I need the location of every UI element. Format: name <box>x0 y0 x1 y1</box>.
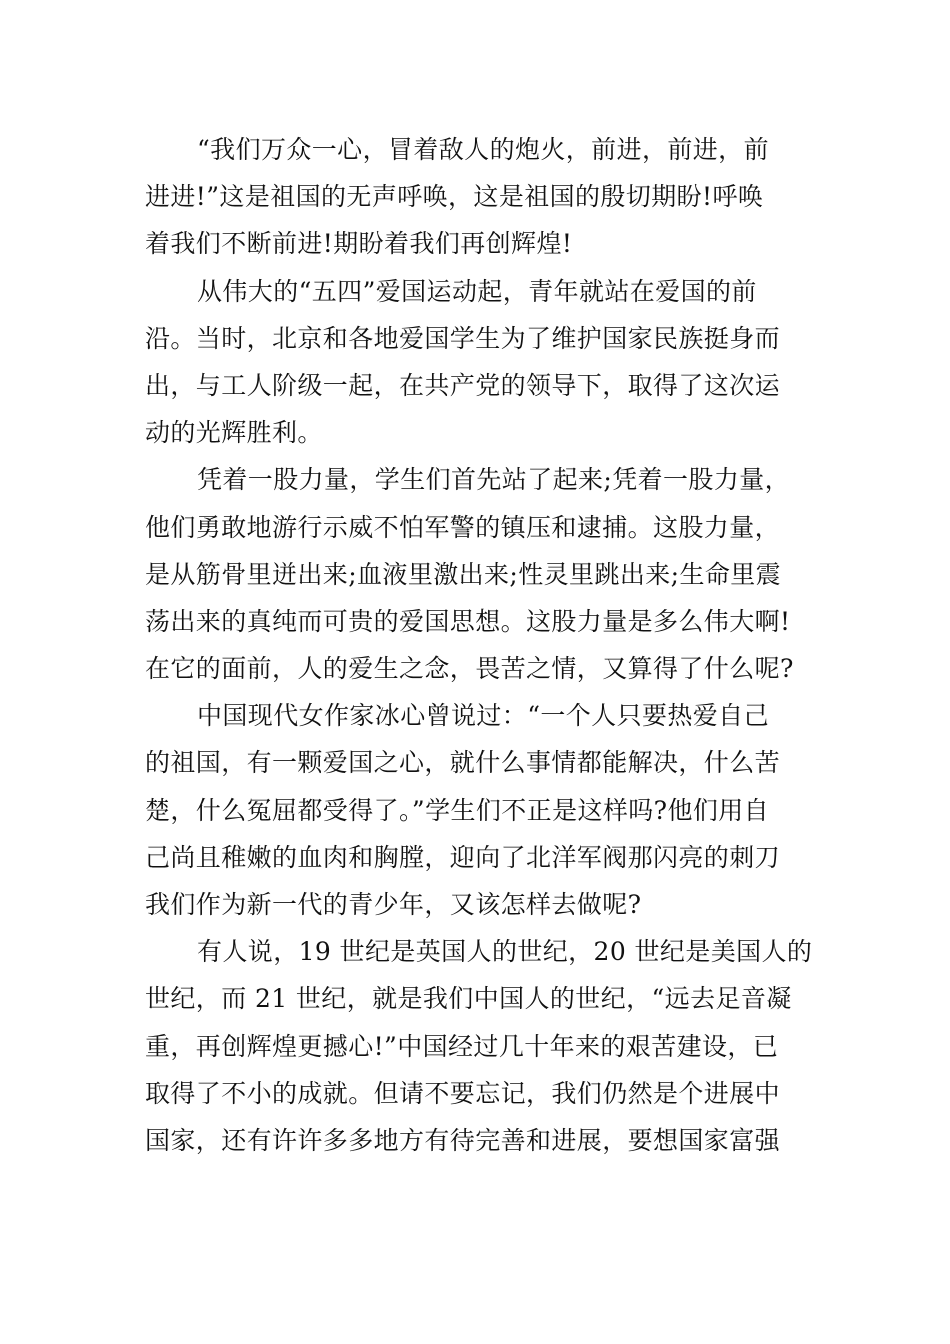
paragraph-2-line-2: 沿。当时，北京和各地爱国学生为了维护国家民族挺身而 <box>145 323 781 353</box>
paragraph-4-line-3: 楚，什么冤屈都受得了。”学生们不正是这样吗?他们用自 <box>145 795 770 825</box>
paragraph-2-line-3: 出，与工人阶级一起，在共产党的领导下，取得了这次运 <box>145 370 781 400</box>
paragraph-1-line-3: 着我们不断前进!期盼着我们再创辉煌! <box>145 229 573 259</box>
paragraph-4-line-5: 我们作为新一代的青少年，又该怎样去做呢? <box>145 890 642 919</box>
paragraph-5-line-2: 世纪，而 21 世纪，就是我们中国人的世纪，“远去足音凝 <box>145 984 792 1014</box>
paragraph-3-line-4: 荡出来的真纯而可贵的爱国思想。这股力量是多么伟大啊! <box>145 606 791 636</box>
paragraph-5-line-3: 重，再创辉煌更撼心!”中国经过几十年来的艰苦建设，已 <box>145 1031 779 1061</box>
paragraph-4-line-1: 中国现代女作家冰心曾说过：“一个人只要热爱自己 <box>197 701 769 731</box>
paragraph-5-line-4: 取得了不小的成就。但请不要忘记，我们仍然是个进展中 <box>145 1078 781 1108</box>
paragraph-3-line-1: 凭着一股力量，学生们首先站了起来;凭着一股力量， <box>197 465 791 495</box>
paragraph-3-line-2: 他们勇敢地游行示威不怕军警的镇压和逮捕。这股力量， <box>145 512 781 542</box>
paragraph-5-line-1: 有人说，19 世纪是英国人的世纪，20 世纪是美国人的 <box>197 937 813 967</box>
article-body <box>145 126 815 1164</box>
paragraph-3-line-5: 在它的面前，人的爱生之念，畏苦之情，又算得了什么呢? <box>145 654 794 684</box>
paragraph-4-line-2: 的祖国，有一颗爱国之心，就什么事情都能解决，什么苦 <box>145 748 781 778</box>
paragraph-1-line-2: 进进!”这是祖国的无声呼唤，这是祖国的殷切期盼!呼唤 <box>145 182 764 212</box>
paragraph-2-line-1: 从伟大的“五四”爱国运动起，青年就站在爱国的前 <box>197 276 757 306</box>
paragraph-2-line-4: 动的光辉胜利。 <box>145 418 323 448</box>
paragraph-3-line-3: 是从筋骨里迸出来;血液里激出来;性灵里跳出来;生命里震 <box>145 559 782 589</box>
paragraph-1-line-1: “我们万众一心，冒着敌人的炮火，前进，前进，前 <box>197 135 769 164</box>
paragraph-4-line-4: 己尚且稚嫩的血肉和胸膛，迎向了北洋军阀那闪亮的刺刀 <box>145 842 781 872</box>
paragraph-5-line-5: 国家，还有许许多多地方有待完善和进展，要想国家富强 <box>145 1125 781 1155</box>
